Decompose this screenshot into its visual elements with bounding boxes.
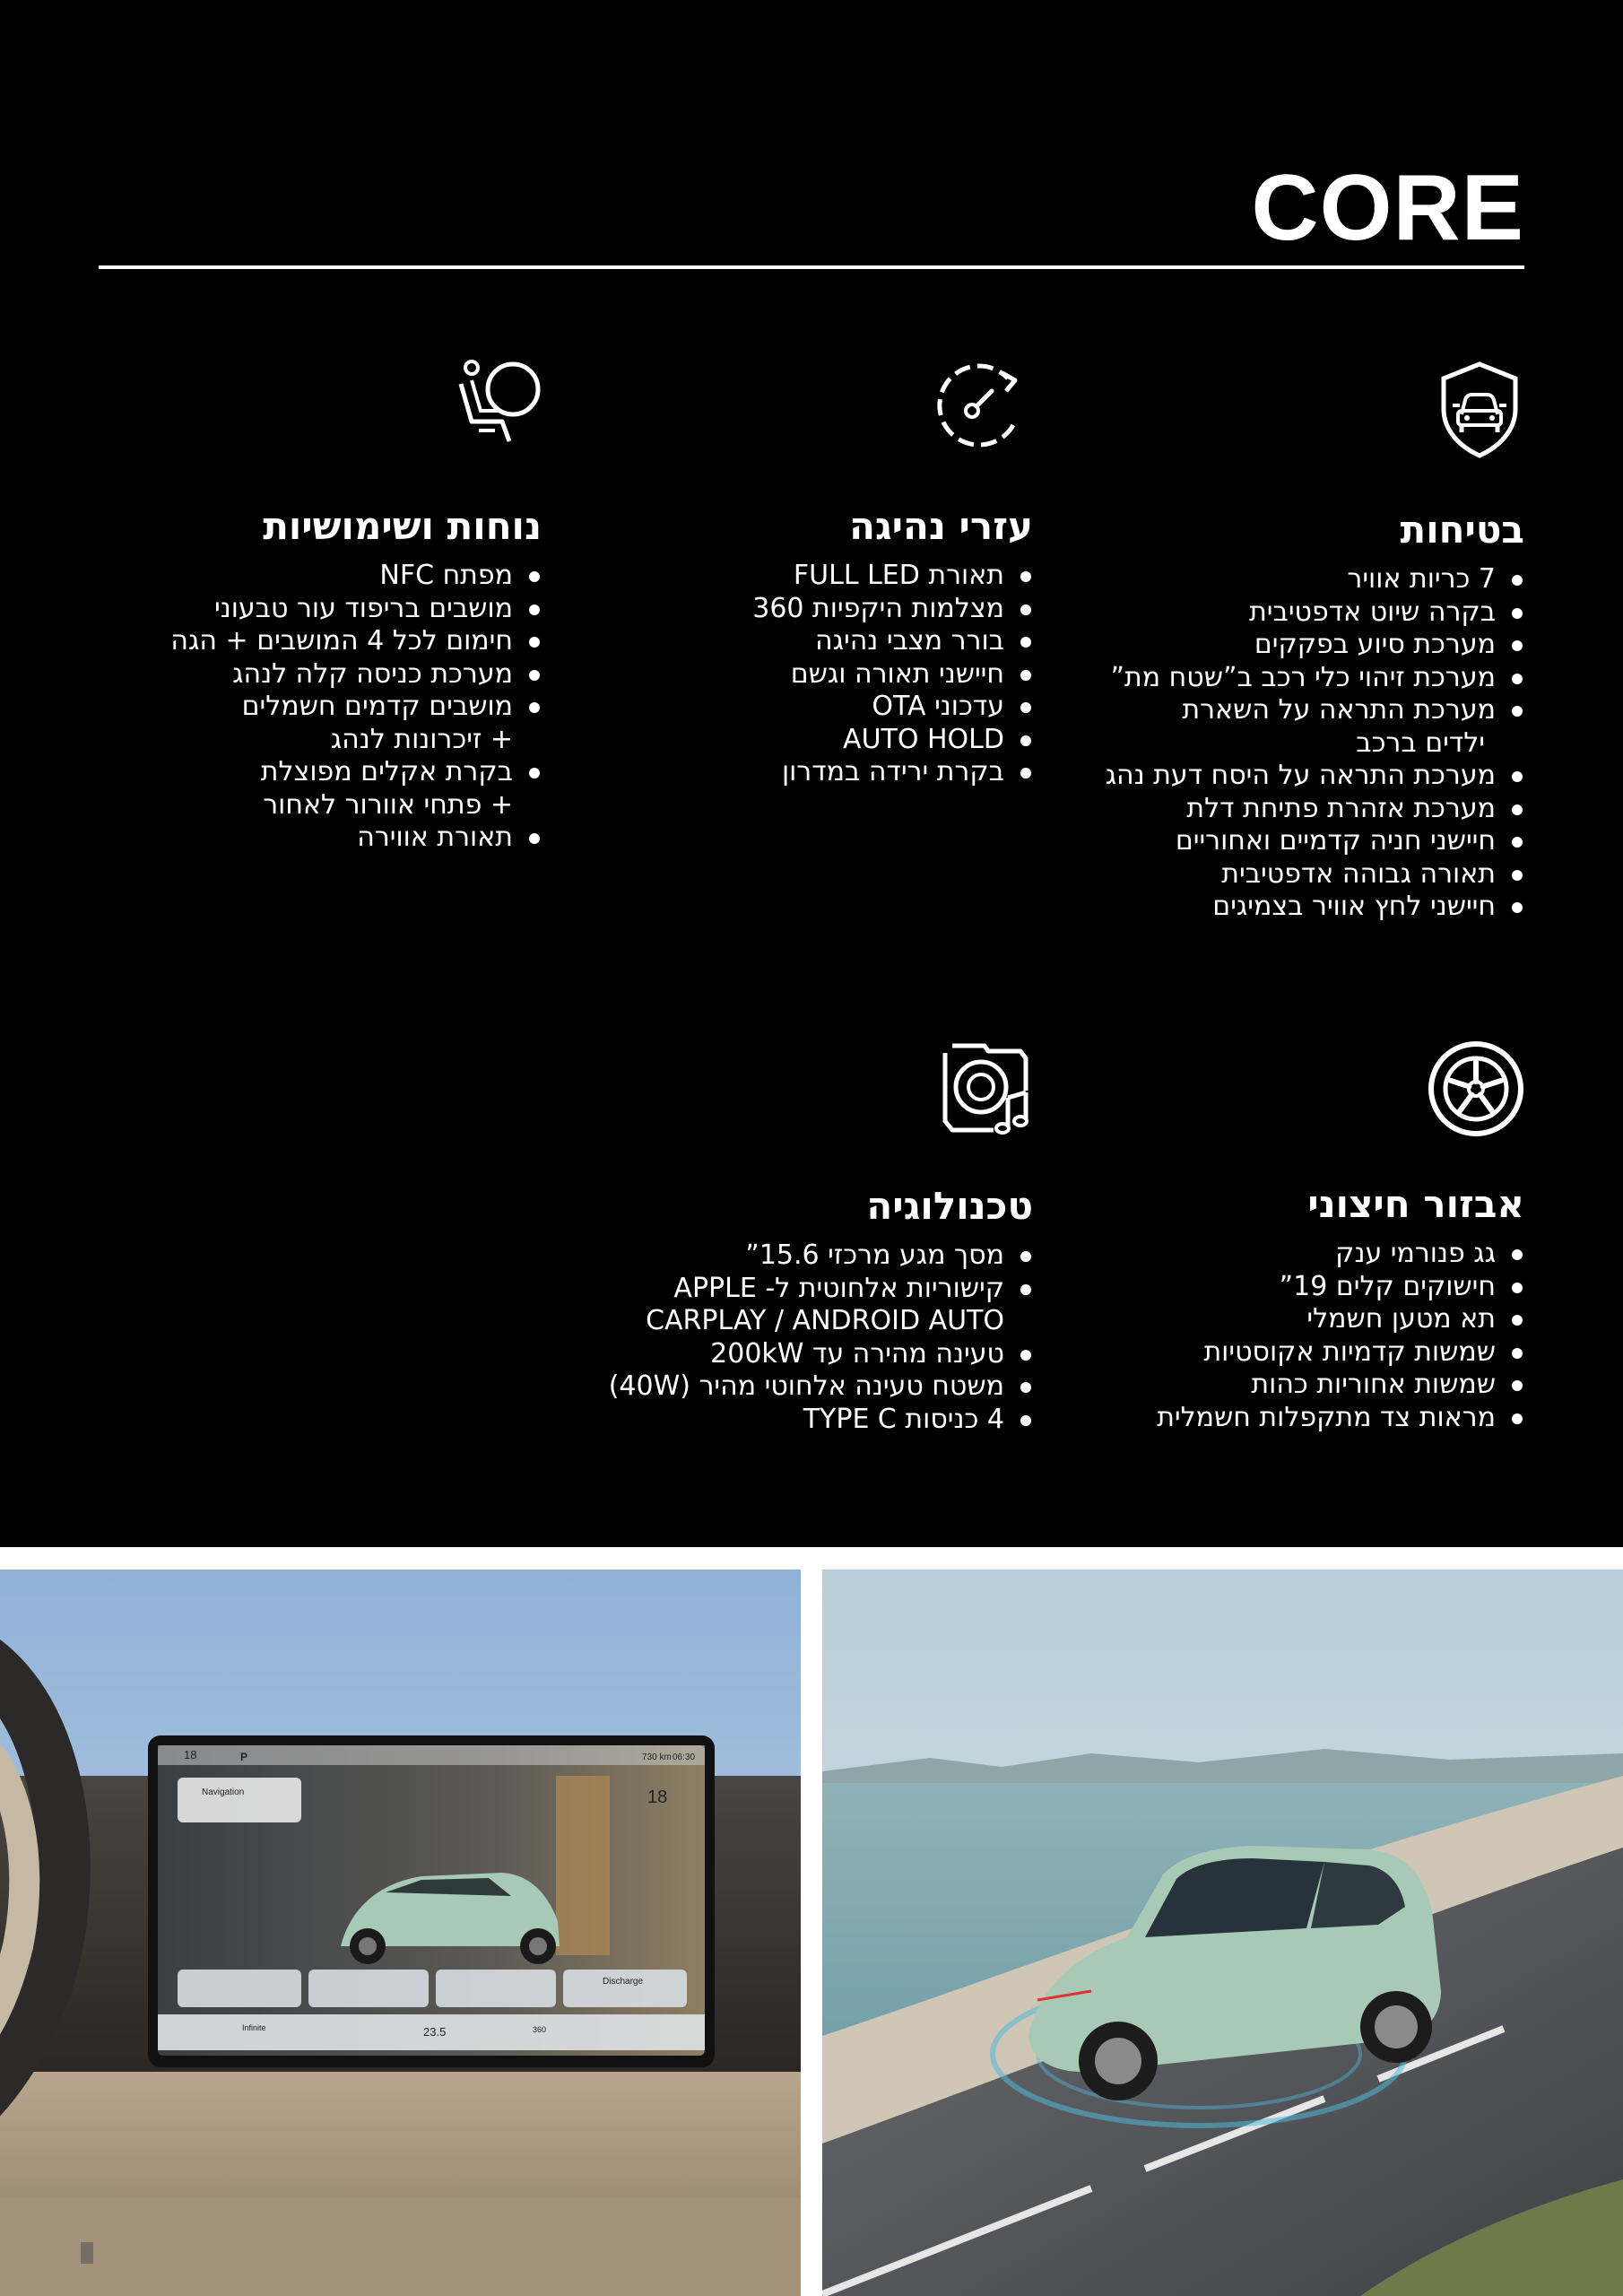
screen-gear: P xyxy=(240,1751,248,1763)
section-heading: אבזור חיצוני xyxy=(1307,1182,1524,1226)
list-item: מושבים בריפוד עור טבעוני xyxy=(165,593,542,626)
shield-car-icon xyxy=(1022,359,1524,459)
car-road-photo xyxy=(822,1570,1623,2296)
list-item: בקרה שיוט אדפטיבית xyxy=(1022,596,1524,630)
list-item: מראות צד מתקפלות חשמלית xyxy=(1022,1402,1524,1435)
list-item: שמשות קדמיות אקוסטיות xyxy=(1022,1336,1524,1370)
list-item: קישוריות אלחוטית ל- APPLE xyxy=(567,1273,1033,1306)
list-item: חימום לכל 4 המושבים + הגה xyxy=(165,625,542,658)
list-item: גג פנורמי ענק xyxy=(1022,1238,1524,1271)
list-item: חיישני חניה קדמיים ואחוריים xyxy=(1022,825,1524,858)
screen-badge: 18 xyxy=(647,1787,668,1807)
title-divider xyxy=(99,265,1524,269)
list-item: מערכת זיהוי כלי רכב ב”שטח מת” xyxy=(1022,662,1524,695)
list-item: מערכת אזהרת פתיחת דלת xyxy=(1022,793,1524,826)
section-comfort xyxy=(165,359,542,855)
speedometer-icon xyxy=(621,359,1033,452)
list-item: 7 כריות אוויר xyxy=(1022,563,1524,596)
section-driving-aids xyxy=(621,359,1033,789)
screen-temp: 23.5 xyxy=(423,2025,447,2039)
screen-speed: 18 xyxy=(184,1748,197,1761)
list-item: משטח טעינה אלחוטי מהיר (40W) xyxy=(567,1370,1033,1404)
section-heading: טכנולוגיה xyxy=(866,1184,1033,1228)
section-safety xyxy=(1022,359,1524,924)
section-heading: נוחות ושימושיות xyxy=(263,504,542,548)
list-item: תאורה גבוהה אדפטיבית xyxy=(1022,858,1524,891)
list-item: חיישני לחץ אוויר בצמיגים xyxy=(1022,891,1524,924)
list-item: מצלמות היקפיות 360 xyxy=(621,593,1033,626)
list-item: עדכוני OTA xyxy=(621,691,1033,724)
screen-range: 730 km xyxy=(642,1752,672,1762)
feature-list xyxy=(1022,1238,1524,1434)
list-item: מערכת כניסה קלה לנהג xyxy=(165,658,542,691)
list-item: תאורת אווירה xyxy=(165,822,542,855)
feature-list xyxy=(1022,563,1524,924)
list-item: מסך מגע מרכזי 15.6” xyxy=(567,1239,1033,1273)
list-item: מושבים קדמים חשמלים xyxy=(165,691,542,724)
list-item: בקרת אקלים מפוצלת xyxy=(165,756,542,789)
list-item: בקרת ירידה במדרון xyxy=(621,756,1033,789)
list-item: AUTO HOLD xyxy=(621,724,1033,757)
dashboard-photo xyxy=(0,1570,801,2296)
screen-music-title: Infinite xyxy=(242,2023,266,2032)
section-technology xyxy=(567,1040,1033,1436)
page-title: CORE xyxy=(1251,156,1524,260)
feature-list xyxy=(567,1239,1033,1436)
feature-list xyxy=(621,560,1033,789)
feature-list xyxy=(165,560,542,855)
screen-card-label: Discharge xyxy=(603,1977,644,1987)
list-item: תאורת FULL LED xyxy=(621,560,1033,593)
section-heading: עזרי נהיגה xyxy=(849,504,1033,548)
speaker-music-icon xyxy=(567,1040,1033,1137)
list-item: שמשות אחוריות כהות xyxy=(1022,1369,1524,1402)
list-item: מערכת סיוע בפקקים xyxy=(1022,629,1524,662)
screen-time: 06:30 xyxy=(673,1752,696,1762)
list-item: מערכת התראה על השארת xyxy=(1022,694,1524,727)
list-item-continuation: CARPLAY / ANDROID AUTO xyxy=(646,1305,1004,1337)
wheel-icon xyxy=(1022,1040,1524,1137)
list-item: טעינה מהירה עד 200kW xyxy=(567,1338,1033,1371)
list-item-continuation: ילדים ברכב xyxy=(1356,726,1485,759)
section-heading: בטיחות xyxy=(1400,508,1524,552)
list-item: מערכת התראה על היסח דעת נהג xyxy=(1022,760,1524,793)
list-item: חישוקים קלים 19” xyxy=(1022,1271,1524,1304)
list-item: מפתח NFC xyxy=(165,560,542,593)
list-item: חיישני תאורה וגשם xyxy=(621,658,1033,691)
list-item: בורר מצבי נהיגה xyxy=(621,625,1033,658)
list-item-continuation: + פתחי אוורור לאחור xyxy=(263,788,513,821)
list-item: 4 כניסות TYPE C xyxy=(567,1404,1033,1437)
section-exterior xyxy=(1022,1040,1524,1434)
list-item-continuation: + זיכרונות לנהג xyxy=(330,723,513,755)
screen-nav-label: Navigation xyxy=(202,1787,245,1797)
screen-360: 360 xyxy=(533,2025,547,2034)
list-item: תא מטען חשמלי xyxy=(1022,1303,1524,1336)
seat-airbag-icon xyxy=(165,359,542,448)
